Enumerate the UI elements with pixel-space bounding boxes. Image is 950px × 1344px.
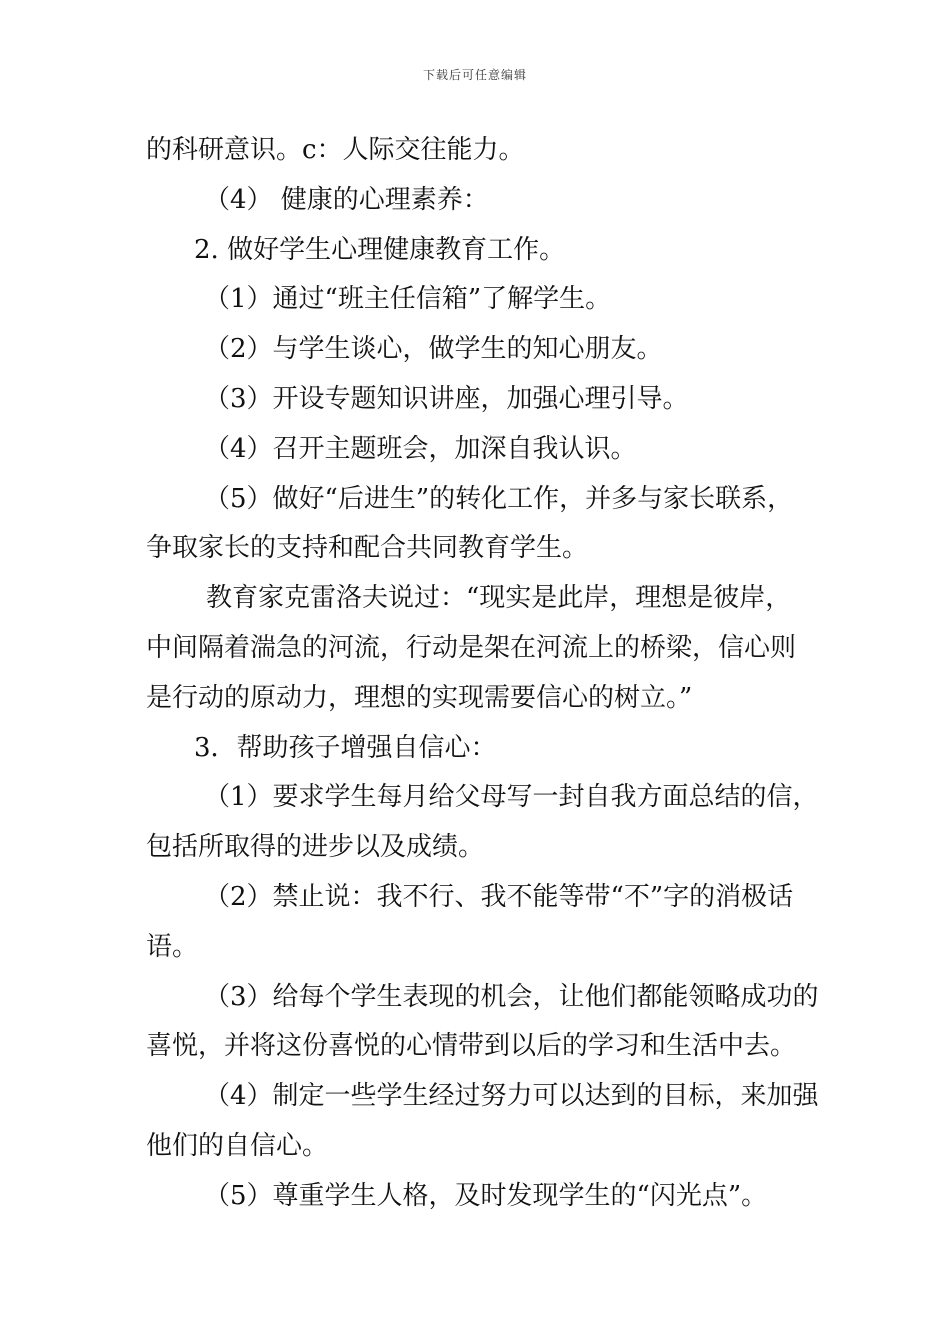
- text-line: （3）给每个学生表现的机会，让他们都能领略成功的: [204, 981, 819, 1012]
- text-line: 的科研意识。c：人际交往能力。: [146, 135, 525, 165]
- text-line: 2. 做好学生心理健康教育工作。: [194, 234, 566, 265]
- text-line: 3．帮助孩子增强自信心：: [194, 732, 497, 763]
- text-line: 包括所取得的进步以及成绩。: [146, 832, 485, 863]
- text-line: 语。: [146, 931, 199, 962]
- document-body: [146, 126, 819, 1222]
- text-line: （1）通过“班主任信箱”了解学生。: [204, 284, 612, 315]
- text-line: （3）开设专题知识讲座，加强心理引导。: [204, 383, 689, 414]
- text-line: （5）尊重学生人格，及时发现学生的“闪光点”。: [204, 1180, 768, 1211]
- text-line: 中间隔着湍急的河流，行动是架在河流上的桥梁，信心则: [146, 632, 797, 663]
- text-line: （5）做好“后进生”的转化工作，并多与家长联系，: [204, 483, 794, 514]
- text-line: 是行动的原动力，理想的实现需要信心的树立。”: [146, 682, 693, 713]
- text-line: 他们的自信心。: [146, 1130, 329, 1161]
- text-line: （4）召开主题班会，加深自我认识。: [204, 433, 637, 464]
- text-line: 争取家长的支持和配合共同教育学生。: [146, 533, 589, 564]
- page-header: 下载后可任意编辑: [422, 68, 527, 82]
- text-line: （1）要求学生每月给父母写一封自我方面总结的信，: [204, 782, 819, 813]
- text-line: （2）与学生谈心，做学生的知心朋友。: [204, 334, 663, 365]
- text-line: （4） 健康的心理素养：: [204, 184, 489, 215]
- text-line: 教育家克雷洛夫说过：“现实是此岸，理想是彼岸，: [206, 583, 792, 614]
- text-line: （4）制定一些学生经过努力可以达到的目标，来加强: [204, 1081, 819, 1112]
- text-line: 喜悦，并将这份喜悦的心情带到以后的学习和生活中去。: [146, 1031, 797, 1062]
- text-line: （2）禁止说：我不行、我不能等带“不”字的消极话: [204, 881, 794, 912]
